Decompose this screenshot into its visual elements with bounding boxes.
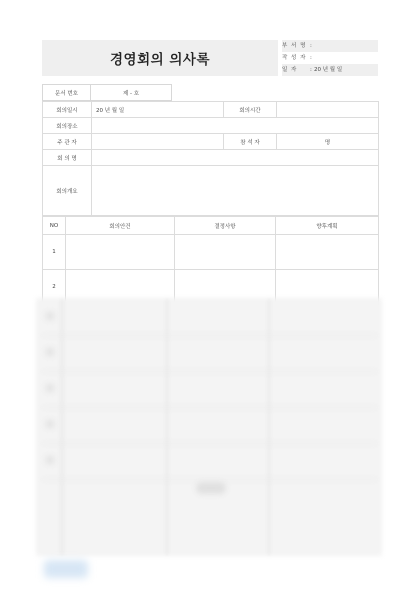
agenda-row-number: 2 xyxy=(43,270,66,305)
blurred-badge xyxy=(44,560,88,578)
agenda-header-row xyxy=(43,217,379,235)
agenda-header-plan: 향후계획 xyxy=(276,217,379,235)
blurred-rows xyxy=(42,300,378,480)
attendee-count-field[interactable]: 명 xyxy=(277,134,379,150)
blurred-row xyxy=(42,408,378,444)
agenda-header-no: NO xyxy=(43,217,66,235)
meeting-date-label: 회의일시 xyxy=(43,102,92,118)
meta-value[interactable]: 20 년 월 일 xyxy=(314,67,343,73)
table-row xyxy=(43,134,379,150)
table-row xyxy=(43,166,379,216)
blurred-page-indicator xyxy=(196,482,226,494)
agenda-header-decision: 결정사항 xyxy=(175,217,276,235)
page-title: 경영회의 의사록 xyxy=(110,52,210,68)
meta-label: 작 성 자 xyxy=(282,55,307,61)
agenda-item-cell[interactable] xyxy=(66,235,175,270)
meta-block xyxy=(282,40,378,76)
blurred-row xyxy=(42,372,378,408)
decision-cell[interactable] xyxy=(175,235,276,270)
meeting-time-field[interactable] xyxy=(277,102,379,118)
agenda-table xyxy=(42,216,379,305)
host-field[interactable] xyxy=(92,134,224,150)
blurred-row xyxy=(42,444,378,480)
document-sheet xyxy=(42,40,378,290)
blurred-row xyxy=(42,300,378,336)
doc-number-label: 문서 번호 xyxy=(43,85,91,101)
overview-label: 회의개요 xyxy=(43,166,92,216)
table-row xyxy=(43,118,379,134)
meta-row-author: 작 성 자 : xyxy=(282,52,378,64)
meta-row-department: 부 서 명 : xyxy=(282,40,378,52)
doc-number-table xyxy=(42,84,172,101)
doc-number-value[interactable]: 제 - 호 xyxy=(91,85,172,101)
meeting-place-field[interactable] xyxy=(92,118,379,134)
overview-field[interactable] xyxy=(92,166,379,216)
table-row xyxy=(43,235,379,270)
table-row xyxy=(43,102,379,118)
agenda-row-number: 1 xyxy=(43,235,66,270)
attendee-label: 참 석 자 xyxy=(224,134,277,150)
meeting-place-label: 회의장소 xyxy=(43,118,92,134)
host-label: 주 관 자 xyxy=(43,134,92,150)
meeting-name-field[interactable] xyxy=(92,150,379,166)
agenda-header-item: 회의안건 xyxy=(66,217,175,235)
document-header xyxy=(42,40,378,76)
table-row xyxy=(43,150,379,166)
info-table xyxy=(42,101,379,216)
meeting-time-label: 회의시간 xyxy=(224,102,277,118)
meeting-date-field[interactable]: 20 년 월 일 xyxy=(92,102,224,118)
meta-label: 부 서 명 xyxy=(282,43,307,49)
meta-row-date: 일 자 : 20 년 월 일 xyxy=(282,64,378,76)
meeting-name-label: 회 의 명 xyxy=(43,150,92,166)
blurred-row xyxy=(42,336,378,372)
plan-cell[interactable] xyxy=(276,235,379,270)
meta-label: 일 자 xyxy=(282,67,298,73)
title-band xyxy=(42,40,278,76)
